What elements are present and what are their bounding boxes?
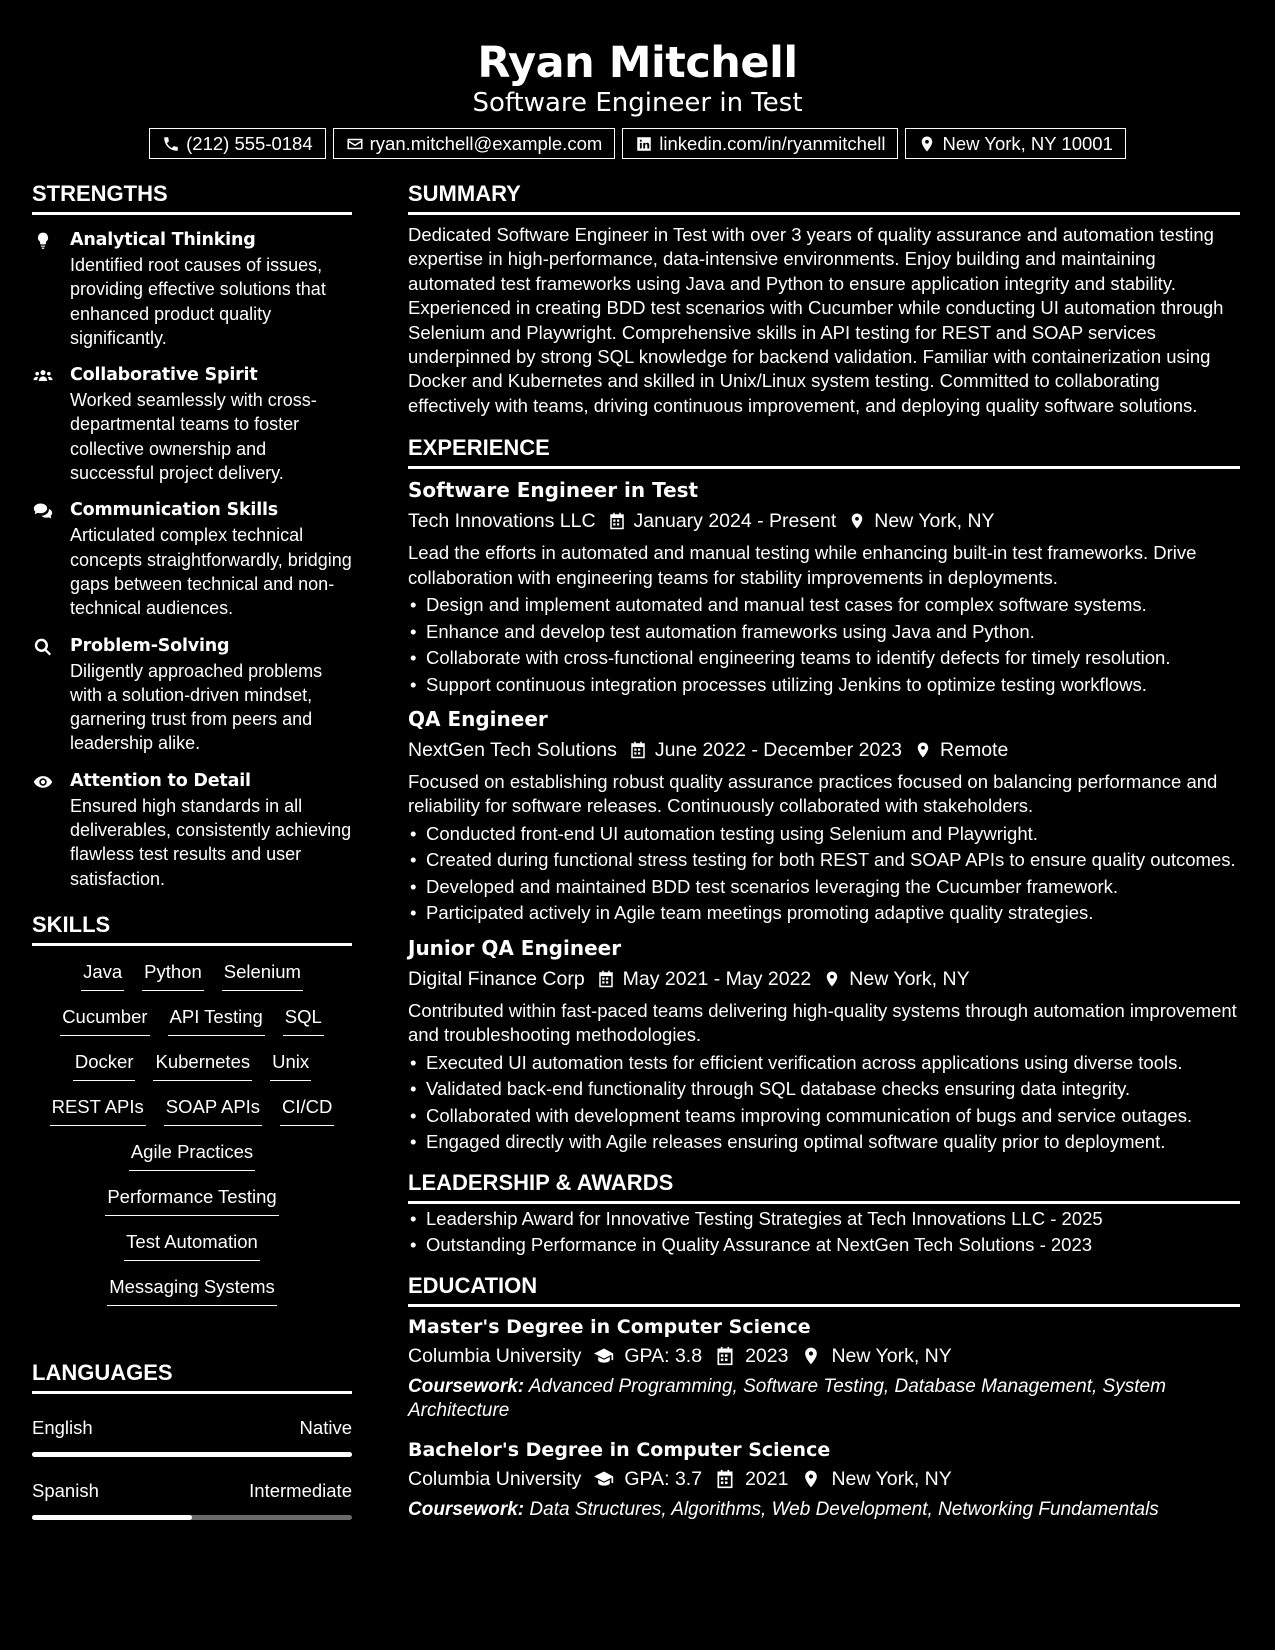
language-name: English	[32, 1416, 93, 1438]
skill-tag: CI/CD	[280, 1095, 334, 1126]
job-description: Lead the efforts in automated and manual testing while enhancing built-in test frameworks. Drive collaboration with engineering teams for stability improvements in deployments.	[408, 542, 1197, 588]
job-company: Tech Innovations LLC	[408, 510, 596, 533]
job-bullets	[408, 822, 1240, 925]
school-name: Columbia University	[408, 1467, 582, 1490]
language-item	[32, 1416, 352, 1457]
candidate-title: Software Engineer in Test	[472, 88, 803, 118]
languages-heading: LANGUAGES	[32, 1359, 352, 1394]
skill-tag: Messaging Systems	[107, 1275, 277, 1306]
lightbulb-icon	[32, 231, 54, 251]
strength-title: Attention to Detail	[70, 770, 251, 791]
job-meta	[408, 508, 1240, 534]
education-entry	[408, 1437, 1240, 1522]
coursework	[408, 1498, 1240, 1522]
skill-tag: Performance Testing	[105, 1185, 278, 1216]
skill-tag: API Testing	[168, 1005, 265, 1036]
map-pin-icon	[800, 1469, 822, 1489]
job-dates: June 2022 - December 2023	[654, 739, 903, 762]
job-bullets	[408, 593, 1240, 696]
coursework-list: Data Structures, Algorithms, Web Development, Networking Fundamentals	[529, 1498, 1159, 1520]
calendar-icon	[629, 740, 647, 760]
coursework-list: Advanced Programming, Software Testing, Database Management, System Architecture	[408, 1375, 1166, 1421]
calendar-icon	[597, 969, 615, 989]
job-bullet: • Enhance and develop test automation frameworks using Java and Python.	[408, 620, 1240, 644]
award-item: • Leadership Award for Innovative Testing Strategies at Tech Innovations LLC - 2025	[408, 1207, 1240, 1231]
award-item: • Outstanding Performance in Quality Assurance at NextGen Tech Solutions - 2023	[408, 1233, 1240, 1257]
strength-item	[32, 498, 352, 620]
job-meta	[408, 737, 1240, 763]
skill-tag: Cucumber	[60, 1005, 149, 1036]
left-column	[32, 180, 352, 1520]
job-bullet: • Developed and maintained BDD test scenarios leveraging the Cucumber framework.	[408, 875, 1240, 899]
job-entry	[408, 706, 1240, 925]
language-proficiency-bar	[32, 1452, 352, 1457]
education-entry	[408, 1314, 1240, 1423]
skill-tag: Selenium	[222, 960, 303, 991]
strength-title: Analytical Thinking	[70, 230, 256, 250]
graduation-year: 2021	[745, 1467, 789, 1490]
contact-phone[interactable]	[149, 128, 326, 159]
map-pin-icon	[914, 740, 932, 760]
skills-heading: SKILLS	[32, 911, 352, 946]
contact-location	[905, 128, 1125, 159]
right-column	[408, 180, 1240, 1522]
map-pin-icon	[848, 511, 866, 531]
contact-email[interactable]	[333, 128, 616, 159]
search-icon	[32, 637, 54, 657]
contact-bar	[0, 128, 1275, 159]
strength-desc: Articulated complex technical concepts straightforwardly, bridging gaps between technical and non-technical audiences.	[70, 525, 352, 619]
strength-desc: Ensured high standards in all deliverables, consistently achieving flawless test results and user satisfaction.	[70, 795, 352, 889]
comments-icon	[32, 501, 54, 521]
strength-desc: Diligently approached problems with a solution-driven mindset, garnering trust from peers and leadership alike.	[70, 660, 323, 754]
skill-tag: Docker	[73, 1050, 136, 1081]
strength-desc: Identified root causes of issues, providing effective solutions that enhanced product quality significantly.	[70, 255, 326, 348]
contact-location-text: New York, NY 10001	[942, 132, 1113, 154]
job-location: New York, NY	[849, 967, 970, 990]
gpa: GPA: 3.8	[624, 1344, 703, 1367]
strength-item	[32, 769, 352, 891]
language-proficiency-fill	[32, 1515, 192, 1520]
job-bullet: • Created during functional stress testing for both REST and SOAP APIs to ensure quality outcomes.	[408, 848, 1240, 872]
phone-icon	[162, 135, 180, 153]
skill-tag: Test Automation	[124, 1230, 260, 1261]
job-bullet: • Executed UI automation tests for efficient verification across applications using diverse tools.	[408, 1051, 1240, 1075]
users-icon	[32, 366, 54, 386]
language-proficiency-fill	[32, 1452, 352, 1457]
school-location: New York, NY	[831, 1467, 952, 1490]
job-title: Junior QA Engineer	[408, 935, 622, 960]
language-proficiency-bar	[32, 1515, 352, 1520]
job-bullet: • Validated back-end functionality through SQL database checks ensuring data integrity.	[408, 1077, 1240, 1101]
job-description: Focused on establishing robust quality assurance practices focused on balancing performance and reliability for software releases. Continuously collaborated with stakeholders.	[408, 771, 1218, 817]
job-bullet: • Conducted front-end UI automation testing using Selenium and Playwright.	[408, 822, 1240, 846]
skills-list	[32, 946, 352, 1320]
strength-item	[32, 228, 352, 350]
job-dates: May 2021 - May 2022	[622, 967, 812, 990]
education-meta	[408, 1343, 1240, 1369]
job-bullet: • Design and implement automated and manual test cases for complex software systems.	[408, 593, 1240, 617]
envelope-icon	[346, 135, 364, 153]
job-title: Software Engineer in Test	[408, 478, 699, 503]
skill-tag: Kubernetes	[153, 1050, 252, 1081]
job-location: Remote	[940, 739, 1009, 762]
skill-tag: Agile Practices	[129, 1140, 255, 1171]
map-pin-icon	[823, 969, 841, 989]
job-title: QA Engineer	[408, 707, 548, 732]
strength-item	[32, 634, 352, 756]
school-location: New York, NY	[831, 1344, 952, 1367]
contact-email-text: ryan.mitchell@example.com	[369, 132, 603, 154]
job-company: NextGen Tech Solutions	[408, 739, 617, 762]
summary-heading: SUMMARY	[408, 180, 1240, 215]
candidate-name: Ryan Mitchell	[477, 38, 798, 88]
leadership-list	[408, 1207, 1240, 1257]
job-meta	[408, 966, 1240, 992]
eye-icon	[32, 772, 54, 792]
strengths-heading: STRENGTHS	[32, 180, 352, 215]
leadership-heading: LEADERSHIP & AWARDS	[408, 1169, 1240, 1204]
graduation-year: 2023	[745, 1344, 789, 1367]
degree-title: Master's Degree in Computer Science	[408, 1315, 811, 1338]
gpa: GPA: 3.7	[624, 1467, 703, 1490]
contact-linkedin-text: linkedin.com/in/ryanmitchell	[659, 132, 886, 154]
job-company: Digital Finance Corp	[408, 967, 585, 990]
skill-tag: SOAP APIs	[164, 1095, 262, 1126]
job-bullet: • Collaborated with development teams improving communication of bugs and service outages.	[408, 1104, 1240, 1128]
language-item	[32, 1479, 352, 1520]
graduation-cap-icon	[593, 1346, 615, 1366]
degree-title: Bachelor's Degree in Computer Science	[408, 1438, 831, 1461]
job-bullet: • Support continuous integration processes utilizing Jenkins to optimize testing workflows.	[408, 673, 1240, 697]
graduation-cap-icon	[593, 1469, 615, 1489]
calendar-icon	[714, 1346, 736, 1366]
education-meta	[408, 1466, 1240, 1492]
job-bullet: • Collaborate with cross-functional engineering teams to identify defects for timely resolution.	[408, 646, 1240, 670]
strength-desc: Worked seamlessly with cross-departmental teams to foster collective ownership and successful project delivery.	[70, 390, 317, 484]
strength-title: Problem-Solving	[70, 635, 230, 656]
coursework	[408, 1375, 1240, 1423]
coursework-label: Coursework:	[408, 1498, 525, 1520]
map-pin-icon	[918, 135, 936, 153]
skill-tag: Unix	[270, 1050, 311, 1081]
summary-text: Dedicated Software Engineer in Test with over 3 years of quality assurance and automation testing expertise in high-performance, data-intensive environments. Enjoy building and maintaining automated test frameworks using Java and Python to ensure application integrity and stability. Experienced in creating BDD test scenarios with Cucumber while conducting UI automation through Selenium and Playwright. Comprehensive skills in API testing for REST and SOAP services underpinned by strong SQL knowledge for backend validation. Familiar with containerization using Docker and Kubernetes and skilled in Unix/Linux system testing. Committed to collaborating effectively with teams, driving continuous improvement, and deploying quality software solutions.	[408, 224, 1224, 416]
job-bullet: • Engaged directly with Agile releases ensuring optimal software quality prior to deployment.	[408, 1130, 1240, 1154]
experience-heading: EXPERIENCE	[408, 434, 1240, 469]
job-entry	[408, 935, 1240, 1154]
job-bullets	[408, 1051, 1240, 1154]
map-pin-icon	[800, 1346, 822, 1366]
contact-linkedin[interactable]	[622, 128, 898, 159]
education-heading: EDUCATION	[408, 1272, 1240, 1307]
strength-item	[32, 363, 352, 485]
skill-tag: REST APIs	[50, 1095, 146, 1126]
contact-phone-text: (212) 555-0184	[186, 132, 313, 154]
linkedin-icon	[635, 135, 653, 153]
job-location: New York, NY	[874, 510, 995, 533]
skill-tag: Java	[81, 960, 124, 991]
school-name: Columbia University	[408, 1344, 582, 1367]
resume-header	[0, 0, 1275, 158]
language-level: Native	[299, 1416, 352, 1438]
language-level: Intermediate	[249, 1479, 352, 1501]
calendar-icon	[608, 511, 626, 531]
coursework-label: Coursework:	[408, 1375, 525, 1397]
strength-title: Collaborative Spirit	[70, 365, 258, 386]
job-bullet: • Participated actively in Agile team meetings promoting adaptive quality strategies.	[408, 901, 1240, 925]
calendar-icon	[714, 1469, 736, 1489]
strength-title: Communication Skills	[70, 500, 279, 521]
job-entry	[408, 477, 1240, 696]
language-name: Spanish	[32, 1479, 99, 1501]
skill-tag: Python	[142, 960, 204, 991]
job-dates: January 2024 - Present	[633, 510, 837, 533]
skill-tag: SQL	[283, 1005, 324, 1036]
job-description: Contributed within fast-paced teams delivering high-quality systems through automation improvement and troubleshooting methodologies.	[408, 999, 1237, 1046]
